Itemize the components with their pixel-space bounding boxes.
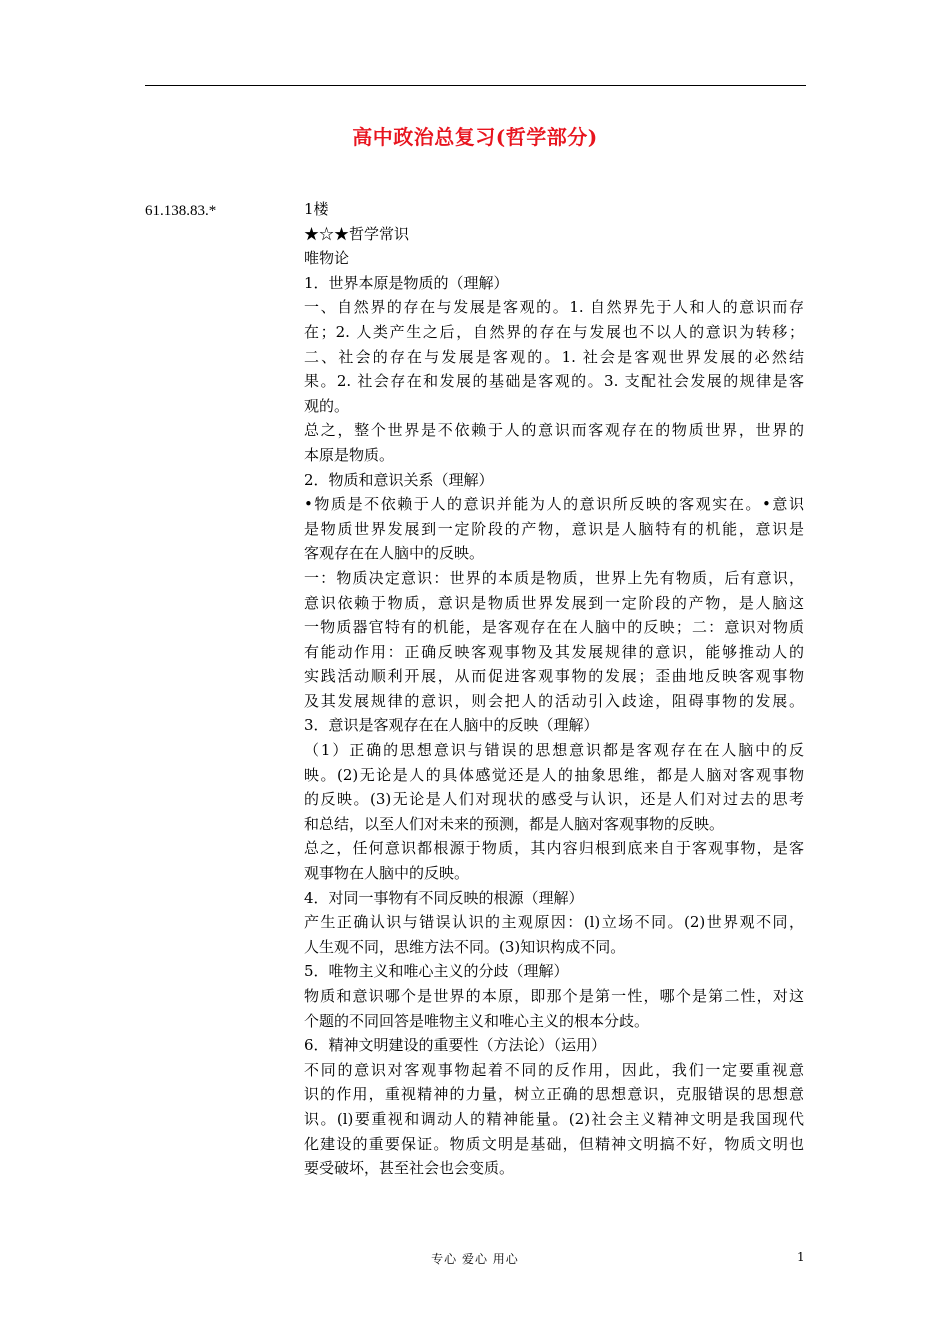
page-number: 1 xyxy=(797,1250,805,1264)
body-line: 1楼 xyxy=(304,200,329,218)
body-line: 化建设的重要保证。物质文明是基础，但精神文明搞不好，物质文明也 xyxy=(304,1134,804,1153)
body-line: 识。(l)要重视和调动人的精神能量。(2)社会主义精神文明是我国现代 xyxy=(304,1109,804,1128)
body-line: ★☆★哲学常识 xyxy=(304,224,410,243)
body-line: 6．精神文明建设的重要性（方法论）（运用） xyxy=(304,1036,607,1055)
header-rule xyxy=(145,85,806,86)
body-line: 总之，任何意识都根源于物质，其内容归根到底来自于客观事物，是客 xyxy=(304,839,804,858)
body-line: 在；2. 人类产生之后，自然界的存在与发展也不以人的意识为转移； xyxy=(304,322,804,341)
document-title: 高中政治总复习(哲学部分) xyxy=(352,125,598,149)
body-line: 一：物质决定意识：世界的本质是物质，世界上先有物质，后有意识， xyxy=(304,568,804,587)
body-line: 人生观不同，思维方法不同。(3)知识构成不同。 xyxy=(304,937,626,956)
body-line: 3．意识是客观存在在人脑中的反映（理解） xyxy=(304,716,599,735)
body-line: 个题的不同回答是唯物主义和唯心主义的根本分歧。 xyxy=(304,1011,650,1030)
body-line: 一物质器官特有的机能，是客观存在在人脑中的反映；二：意识对物质 xyxy=(304,618,804,637)
post-body xyxy=(304,197,804,1181)
author-ip: 61.138.83.* xyxy=(145,203,217,219)
body-line: 识的作用，重视精神的力量，树立正确的思想意识，克服错误的思想意 xyxy=(304,1085,804,1104)
body-line: 观事物在人脑中的反映。 xyxy=(304,864,470,883)
body-line: 果。2. 社会存在和发展的基础是客观的。3. 支配社会发展的规律是客 xyxy=(304,372,804,391)
body-line: 5．唯物主义和唯心主义的分歧（理解） xyxy=(304,962,569,981)
body-line: 不同的意识对客观事物起着不同的反作用，因此，我们一定要重视意 xyxy=(304,1060,804,1079)
body-line: 本原是物质。 xyxy=(304,445,395,464)
body-line: 二、社会的存在与发展是客观的。1. 社会是客观世界发展的必然结 xyxy=(304,347,804,366)
body-line: 要受破坏，甚至社会也会变质。 xyxy=(304,1159,515,1178)
body-line: 实践活动顺利开展，从而促进客观事物的发展；歪曲地反映客观事物 xyxy=(304,667,804,686)
body-line: 总之，整个世界是不依赖于人的意识而客观存在的物质世界，世界的 xyxy=(304,421,804,440)
body-line: 产生正确认识与错误认识的主观原因：(l)立场不同。(2)世界观不同， xyxy=(304,913,804,932)
body-line: •物质是不依赖于人的意识并能为人的意识所反映的客观实在。•意识 xyxy=(304,495,804,514)
body-line: 有能动作用：正确反映客观事物及其发展规律的意识，能够推动人的 xyxy=(304,642,804,661)
body-line: 观的。 xyxy=(304,396,350,415)
body-line: （1）正确的思想意识与错误的思想意识都是客观存在在人脑中的反 xyxy=(304,741,804,760)
body-line: 和总结，以至人们对未来的预测，都是人脑对客观事物的反映。 xyxy=(304,814,725,833)
body-line: 2．物质和意识关系（理解） xyxy=(304,470,494,489)
body-line: 一、自然界的存在与发展是客观的。1. 自然界先于人和人的意识而存 xyxy=(304,298,804,317)
body-line: 唯物论 xyxy=(304,249,350,268)
body-line: 4．对同一事物有不同反映的根源（理解） xyxy=(304,888,584,907)
body-line: 意识依赖于物质，意识是物质世界发展到一定阶段的产物，是人脑这 xyxy=(304,593,804,612)
body-line: 映。(2)无论是人的具体感觉还是人的抽象思维，都是人脑对客观事物 xyxy=(304,765,804,784)
body-line: 及其发展规律的意识，则会把人的活动引入歧途，阻碍事物的发展。 xyxy=(304,691,804,710)
body-line: 客观存在在人脑中的反映。 xyxy=(304,544,485,563)
body-line: 是物质世界发展到一定阶段的产物，意识是人脑特有的机能，意识是 xyxy=(304,519,804,538)
body-line: 1．世界本原是物质的（理解） xyxy=(304,273,509,292)
body-line: 物质和意识哪个是世界的本原，即那个是第一性，哪个是第二性，对这 xyxy=(304,987,804,1005)
body-line: 的反映。(3)无论是人们对现状的感受与认识，还是人们对过去的思考 xyxy=(304,790,804,809)
footer-slogan: 专心 爱心 用心 xyxy=(431,1252,519,1266)
